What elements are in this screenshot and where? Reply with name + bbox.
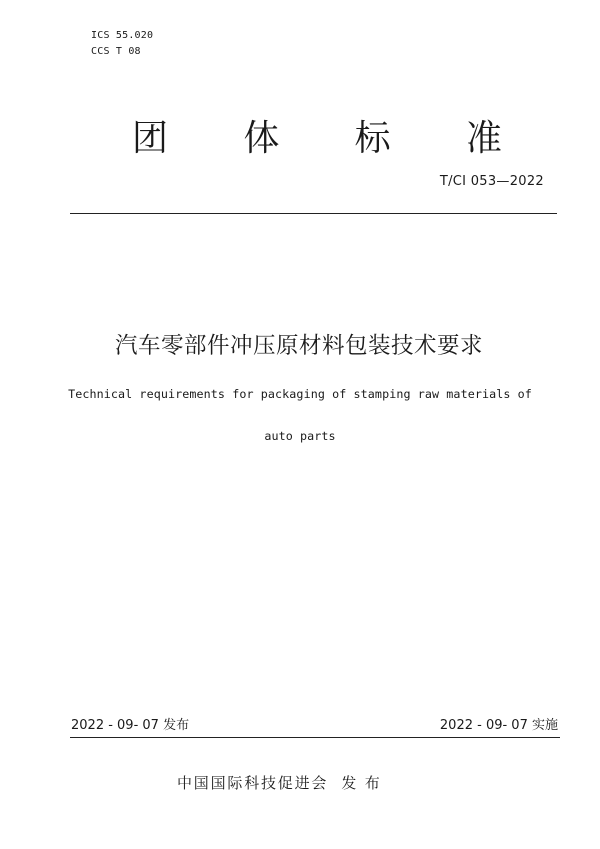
title-english-line-2: auto parts (264, 429, 336, 443)
document-type-heading (132, 117, 502, 161)
standard-number: T/CI 053—2022 (439, 174, 544, 189)
ccs-code: CCS T 08 (91, 46, 141, 57)
document-type-char: 体 (243, 118, 280, 159)
document-type-char: 标 (354, 118, 391, 159)
header-divider (70, 213, 557, 214)
title-english-line-1: Technical requirements for packaging of stamping raw materials of (68, 387, 532, 401)
footer-divider (70, 737, 560, 738)
publish-date: 2022 - 09- 07 发布 (71, 718, 190, 733)
document-type-char: 团 (132, 118, 169, 159)
title-chinese: 汽车零部件冲压原材料包装技术要求 (114, 333, 483, 359)
ics-code: ICS 55.020 (91, 30, 154, 41)
document-type-char: 准 (465, 118, 502, 159)
publisher: 中国国际科技促进会 发 布 (177, 774, 382, 792)
implementation-date: 2022 - 09- 07 实施 (439, 718, 558, 733)
